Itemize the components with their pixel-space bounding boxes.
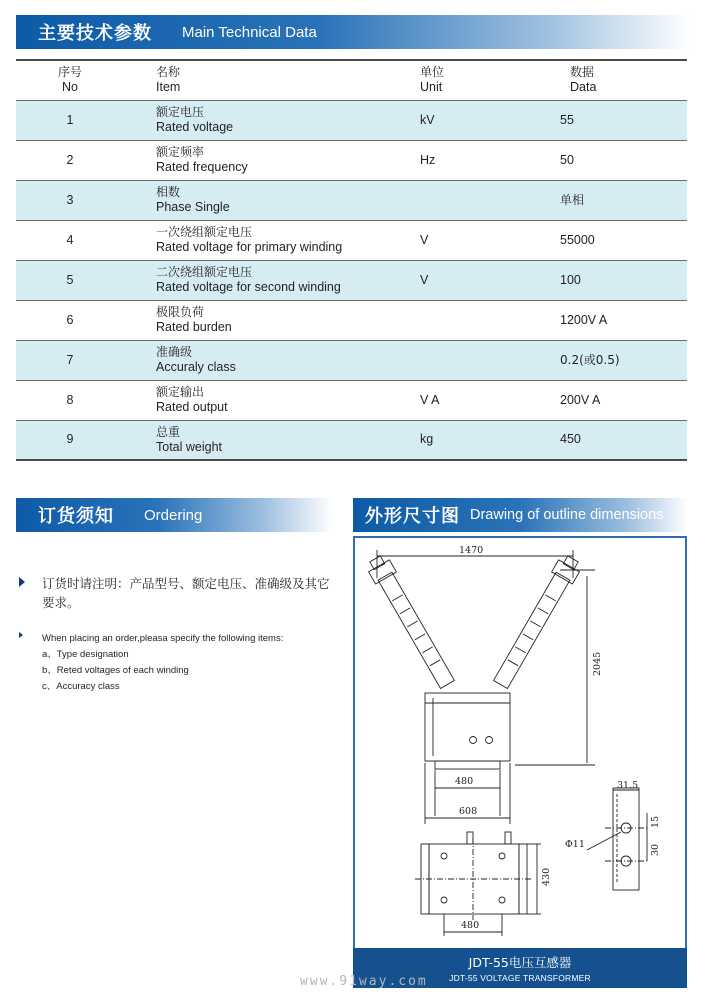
ordering-item: c、Accuracy class [42,681,120,692]
table-row [16,340,687,380]
row-item-cn: 额定频率 [156,145,205,159]
dim-base-outer: 608 [459,806,478,817]
ordering-item: b、Reted voltages of each winding [42,665,189,676]
dim-plan-height: 430 [541,867,552,886]
row-item-cn: 一次绕组额定电压 [156,225,253,239]
row-no: 1 [16,100,156,140]
row-unit [418,340,552,380]
table-row [16,180,687,220]
row-no: 2 [16,140,156,180]
table-row [16,220,687,260]
row-no: 6 [16,300,156,340]
row-item-cn: 额定电压 [156,105,205,119]
header-item-en: Item [156,80,181,95]
row-item-en: Rated voltage [156,120,234,134]
row-unit [418,300,552,340]
caption-en: JDT-55 VOLTAGE TRANSFORMER [449,973,591,983]
watermark: www.91way.com [300,974,428,989]
section-title-cn: 订货须知 [38,506,114,527]
technical-data-table [16,59,687,461]
row-data: 450 [552,420,687,460]
row-unit: V [418,260,552,300]
row-item-en: Rated burden [156,320,232,334]
row-data: 50 [552,140,687,180]
outline-drawing [353,536,687,988]
header-unit-cn: 单位 [420,65,445,80]
header-no-cn: 序号 [57,65,82,80]
row-data: 0.2(或0.5) [552,340,687,380]
row-no: 3 [16,180,156,220]
row-unit: kV [418,100,552,140]
row-data: 1200V A [552,300,687,340]
row-no: 8 [16,380,156,420]
row-unit: V [418,220,552,260]
row-item-en: Rated voltage for second winding [156,280,341,294]
ordering-note-cn: 订货时请注明：产品型号、额定电压、准确级及其它要求。 [42,576,330,610]
row-data: 100 [552,260,687,300]
table-row [16,260,687,300]
table-row [16,420,687,460]
ordering-intro: When placing an order,pleasa specify the following items: [42,633,284,644]
table-row [16,100,687,140]
section-header-ordering [16,498,332,532]
dim-height-total: 2045 [592,651,603,676]
row-item-en: Rated voltage for primary winding [156,240,343,254]
row-item-cn: 总重 [156,424,181,439]
dim-side-b: 15 [650,815,661,828]
section-title-en: Drawing of outline dimensions [470,507,664,523]
section-title-en: Main Technical Data [182,23,317,41]
row-item-cn: 二次绕组额定电压 [156,265,253,279]
dim-side-a: 31.5 [617,780,639,791]
section-header-technical-data [16,15,692,49]
row-no: 5 [16,260,156,300]
row-item-cn: 准确级 [156,345,193,359]
ordering-item: a、Type designation [42,649,129,660]
table-row [16,140,687,180]
header-unit-en: Unit [420,80,443,95]
table-row [16,300,687,340]
row-unit: kg [418,420,552,460]
header-no-en: No [62,80,78,95]
row-item-en: Accuraly class [156,360,236,374]
row-item-en: Rated frequency [156,160,248,174]
dim-plan-width: 480 [461,920,480,931]
dim-base-inner: 480 [455,776,474,787]
outline-drawing-svg [355,538,685,950]
row-data: 单相 [552,180,687,220]
row-item-cn: 极限负荷 [156,305,205,319]
dim-hole: Φ11 [565,839,585,850]
row-no: 9 [16,420,156,460]
row-data: 55 [552,100,687,140]
row-unit [418,180,552,220]
header-data-cn: 数据 [570,65,595,80]
section-title-cn: 外形尺寸图 [365,506,460,527]
section-title-cn: 主要技术参数 [38,23,152,44]
ordering-note-en [42,631,342,695]
row-unit: V A [418,380,552,420]
dim-side-c: 30 [650,843,661,856]
bullet-triangle-icon [19,577,25,587]
row-unit: Hz [418,140,552,180]
bullet-triangle-icon [19,632,23,638]
header-item-cn: 名称 [156,65,181,80]
table-header-row [16,60,687,100]
header-data-en: Data [570,80,597,95]
row-item-en: Total weight [156,439,223,454]
row-no: 7 [16,340,156,380]
row-no: 4 [16,220,156,260]
caption-cn: JDT-55电压互感器 [468,955,572,970]
section-title-en: Ordering [144,506,203,524]
row-item-en: Rated output [156,400,228,414]
table-row [16,380,687,420]
row-data: 55000 [552,220,687,260]
section-header-drawing [353,498,688,532]
dim-width-total: 1470 [459,545,484,556]
row-item-cn: 相数 [156,185,181,199]
row-data: 200V A [552,380,687,420]
row-item-cn: 额定输出 [156,385,205,399]
row-item-en: Phase Single [156,200,230,214]
